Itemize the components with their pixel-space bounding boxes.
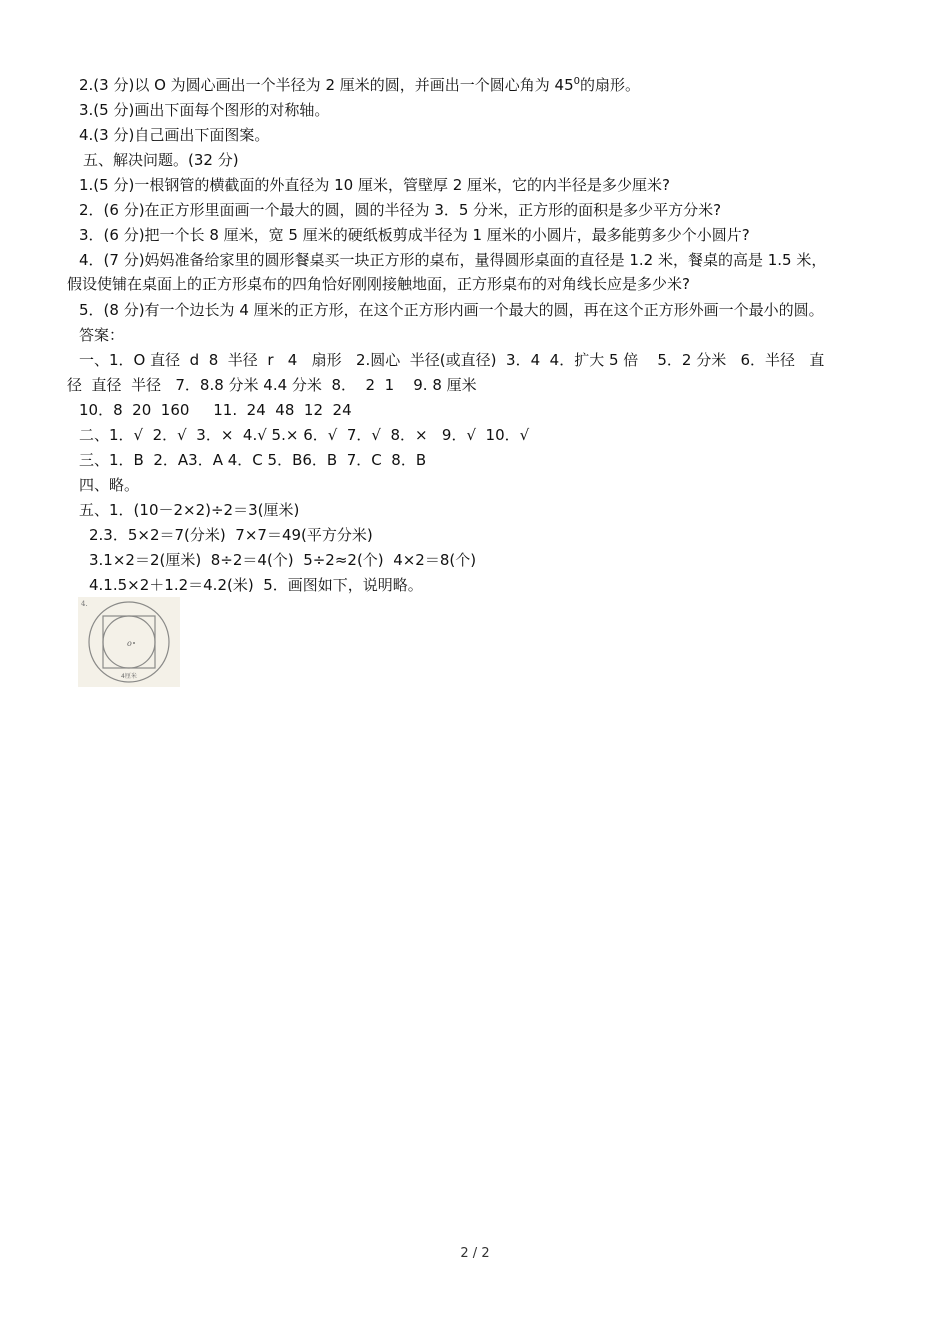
question-4-4: 4.(3 分)自己画出下面图案。 — [79, 126, 270, 144]
section-5-title: 五、解决问题。(32 分) — [83, 151, 239, 169]
question-5-1: 1.(5 分)一根钢管的横截面的外直径为 10 厘米，管壁厚 2 厘米，它的内半径是多少厘米? — [79, 176, 670, 194]
answer-section-3: 三、1．B 2．A3．A 4．C 5．B6．B 7．C 8．B — [79, 451, 427, 469]
question-5-4-line-1: 4．(7 分)妈妈准备给家里的圆形餐桌买一块正方形的桌布，量得圆形桌面的直径是 1.2 米，餐桌的高是 1.5 米， — [79, 251, 827, 269]
center-dot — [133, 642, 135, 644]
answer-section-4: 四、略。 — [79, 476, 140, 494]
answer-section-5-1: 五、1．(10－2×2)÷2＝3(厘米) — [79, 501, 300, 519]
question-4-2 — [79, 75, 640, 95]
side-length-label: 4厘米 — [121, 673, 137, 680]
answer-section-5-2: 2.3．5×2＝7(分米) 7×7＝49(平方分米) — [89, 526, 373, 544]
figure-number-label: 4. — [81, 600, 88, 608]
answer-section-5-4: 4.1.5×2＋1.2＝4.2(米) 5．画图如下，说明略。 — [89, 576, 423, 594]
answer-section-2: 二、1．√ 2．√ 3．× 4.√ 5.× 6．√ 7．√ 8．× 9．√ 10．√ — [79, 426, 530, 444]
question-text: 2.(3 分)以 O 为圆心画出一个半径为 2 厘米的圆，并画出一个圆心角为 45 — [79, 76, 574, 94]
circle-square-figure — [78, 597, 180, 687]
question-5-4-line-2: 假设使铺在桌面上的正方形桌布的四角恰好刚刚接触地面，正方形桌布的对角线长应是多少米? — [67, 275, 690, 293]
answer-section-5-3: 3.1×2＝2(厘米) 8÷2＝4(个) 5÷2≈2(个) 4×2＝8(个) — [89, 551, 477, 569]
question-5-3: 3．(6 分)把一个长 8 厘米，宽 5 厘米的硬纸板剪成半径为 1 厘米的小圆片，最多能剪多少个小圆片? — [79, 226, 750, 244]
answer-section-1-line-3: 10．8 20 160 11. 24 48 12 24 — [79, 401, 352, 419]
degree-superscript: 0 — [573, 76, 580, 87]
answers-title: 答案： — [79, 326, 125, 344]
center-label: o — [127, 639, 132, 648]
question-text-end: 的扇形。 — [579, 76, 640, 94]
question-5-5: 5．(8 分)有一个边长为 4 厘米的正方形，在这个正方形内画一个最大的圆，再在这个正方形外画一个最小的圆。 — [79, 301, 824, 319]
page-number: 2 / 2 — [460, 1246, 490, 1261]
question-4-3: 3.(5 分)画出下面每个图形的对称轴。 — [79, 101, 330, 119]
figure-drawing — [78, 597, 180, 687]
answer-section-1-line-1: 一、1．O 直径 d 8 半径 r 4 扇形 2.圆心 半径(或直径) 3．4 4．扩大 5 倍 5．2 分米 6．半径 直 — [79, 351, 825, 369]
answer-section-1-line-2: 径 直径 半径 7．8.8 分米 4.4 分米 8． 2 1 9. 8 厘米 — [67, 376, 477, 394]
question-5-2: 2．(6 分)在正方形里面画一个最大的圆，圆的半径为 3．5 分米，正方形的面积是多少平方分米? — [79, 201, 722, 219]
